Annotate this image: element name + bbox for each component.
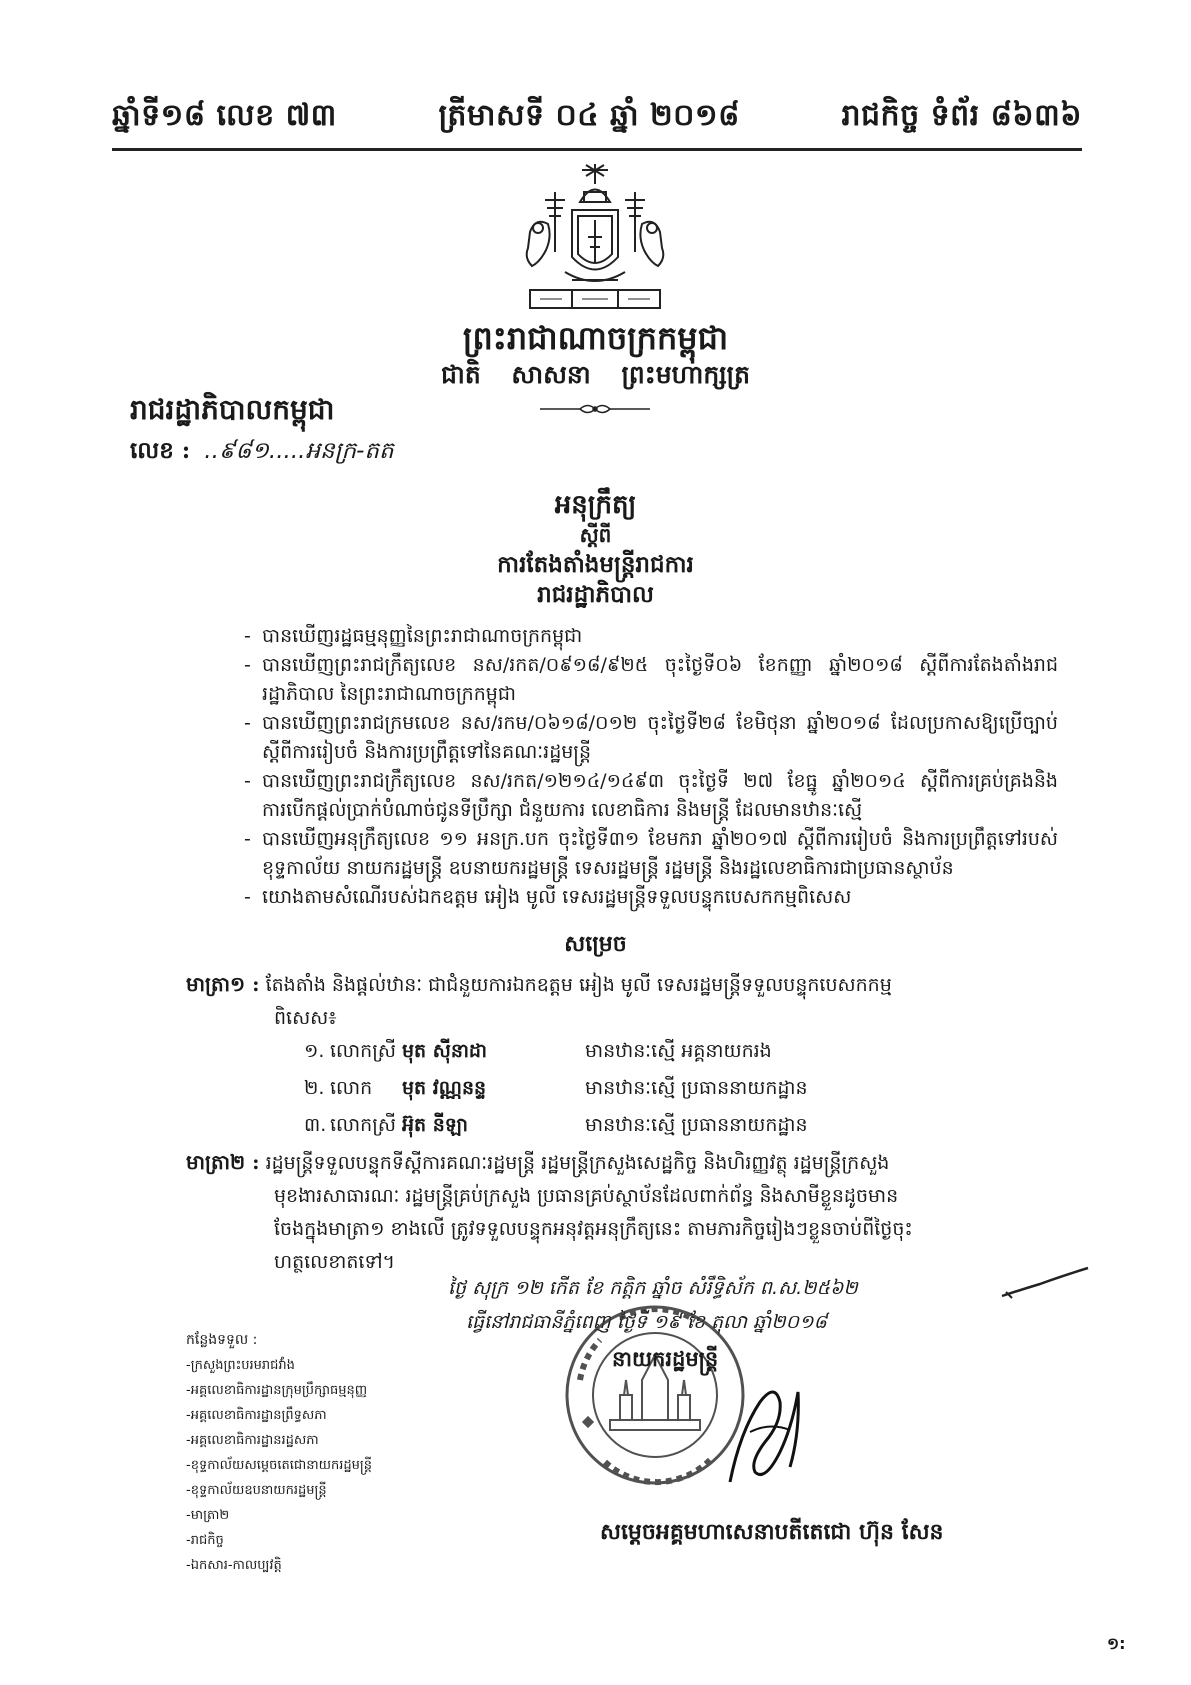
article-1: [186, 968, 1066, 1035]
reference-label: លេខ :: [130, 437, 191, 464]
recital-item: - បានឃើញព្រះរាជក្រឹត្យលេខ នស/រកត/០៩១៨/៩២៥ ចុះថ្ងៃទី០៦ ខែកញ្ញា ឆ្នាំ២០១៨ ស្តីពីការតែងតាំងរាជរដ្ឋាភិបាល នៃព្រះរាជាណាចក្រកម្ពុជា: [248, 651, 1058, 709]
recital-item: - បានឃើញរដ្ឋធម្មនុញ្ញនៃព្រះរាជាណាចក្រកម្ពុជា: [248, 622, 1058, 651]
handwritten-signature-icon: [720, 1372, 810, 1492]
page-number: ១:: [1107, 1634, 1126, 1653]
gazette-header: [112, 92, 1082, 140]
appointee-number: ៣.: [304, 1113, 327, 1136]
appointee-name: មុត ស៊ីនាដា: [402, 1039, 488, 1062]
appointee-name: មុត វណ្ណនន្ទ: [402, 1076, 487, 1099]
recipient-item: -អគ្គលេខាធិការដ្ឋានរដ្ឋសភា: [186, 1433, 319, 1448]
kingdom-name: ព្រះរាជាណាចក្រកម្ពុជា: [462, 319, 729, 357]
gazette-date: ត្រីមាសទី ០៤ ឆ្នាំ ២០១៨: [438, 98, 740, 133]
article-2-line-4: ហត្ថលេខាតទៅ។: [274, 1251, 396, 1273]
appointee-row: [304, 1034, 808, 1071]
recipient-item: -ក្រសួងព្រះបរមរាជវាំង: [186, 1358, 295, 1373]
gazette-page: រាជកិច្ច ទំព័រ ៨៦៣៦: [841, 98, 1082, 133]
article-2-line-1: រដ្ឋមន្ត្រីទទួលបន្ទុកទីស្តីការគណៈរដ្ឋមន្ត្រី រដ្ឋមន្ត្រីក្រសួងសេដ្ឋកិច្ច និងហិរញ្ញវត្ថុ រដ្ឋមន្ត្រីក្រសួង: [265, 1152, 890, 1174]
recital-item: - បានឃើញអនុក្រឹត្យលេខ ១១ អនក្រ.បក ចុះថ្ងៃទី៣១ ខែមករា ឆ្នាំ២០១៧ ស្តីពីការរៀបចំ និងការប្រព្រឹត្តទៅរបស់ខុទ្ទកាល័យ នាយករដ្ឋមន្ត្រី ឧបនាយករដ្ឋមន្ត្រី ទេសរដ្ឋមន្ត្រី រដ្ឋមន្ត្រី និងរដ្ឋលេខាធិការជាប្រធានស្ថាប័ន: [248, 825, 1058, 883]
decision-heading: សម្រេច: [564, 931, 627, 957]
recitals-list: [248, 622, 1058, 912]
recipient-item: -មាត្រា២: [186, 1508, 230, 1523]
article-2-label: មាត្រា២ :: [186, 1150, 260, 1174]
article-2-line-2: មុខងារសាធារណៈ រដ្ឋមន្ត្រីគ្រប់ក្រសួង ប្រធានគ្រប់ស្ថាប័នដែលពាក់ព័ន្ធ និងសាមីខ្លួនដូចមាន: [274, 1185, 899, 1207]
pen-stroke-icon: [1000, 1266, 1090, 1302]
article-2-line-3: ចែងក្នុងមាត្រា១ ខាងលើ ត្រូវទទួលបន្ទុកអនុវត្តអនុក្រឹត្យនេះ តាមភារកិច្ចរៀងៗខ្លួនចាប់ពីថ្ងៃចុះ: [274, 1218, 913, 1240]
appointee-list: [304, 1034, 808, 1145]
recipient-item: -អគ្គលេខាធិការដ្ឋានក្រុមប្រឹក្សាធម្មនុញ្ញ: [186, 1383, 368, 1398]
solar-date: ធ្វើនៅរាជធានីភ្នំពេញ ថ្ងៃទី ១៩ ខែ តុលា ឆ្នាំ២០១៨: [466, 1311, 827, 1333]
appointee-number: ២.: [304, 1076, 325, 1099]
recital-item: - បានឃើញព្រះរាជក្រមលេខ នស/រកម/០៦១៨/០១២ ចុះថ្ងៃទី២៨ ខែមិថុនា ឆ្នាំ២០១៨ ដែលប្រកាសឱ្យប្រើច្បាប់ស្តីពីការរៀបចំ និងការប្រព្រឹត្តទៅនៃគណៈរដ្ឋមន្ត្រី: [248, 709, 1058, 767]
article-1-text: តែងតាំង និងផ្តល់ឋានៈ ជាជំនួយការឯកឧត្តម អៀង មូលី ទេសរដ្ឋមន្ត្រីទទួលបន្ទុកបេសកកម្ម: [265, 974, 892, 996]
lunar-date: ថ្ងៃ សុក្រ ១២ កើត ខែ កត្តិក ឆ្នាំច សំរឹទ្ធិស័ក ព.ស.២៥៦២: [448, 1277, 858, 1299]
appointee-title: លោកស្រី: [330, 1039, 396, 1062]
appointee-rank: មានឋានៈស្មើ ប្រធាននាយកដ្ឋាន: [585, 1113, 808, 1136]
recital-item: - បានឃើញព្រះរាជក្រឹត្យលេខ នស/រកត/១២១៤/១៤៩៣ ចុះថ្ងៃទី ២៧ ខែធ្នូ ឆ្នាំ២០១៤ ស្តីពីការគ្រប់គ្រងនិងការបើកផ្តល់ប្រាក់បំណាច់ជូនទីប្រឹក្សា ជំនួយការ លេខាធិការ និងមន្ត្រី ដែលមានឋានៈស្មើ: [248, 767, 1058, 825]
gazette-volume: ឆ្នាំទី១៨ លេខ ៧៣: [112, 98, 337, 133]
appointee-row: [304, 1108, 808, 1145]
government-name: រាជរដ្ឋាភិបាលកម្ពុជា: [130, 393, 335, 426]
appointee-name: អ៊ុត នីឡា: [402, 1113, 468, 1136]
royal-emblem-icon: [510, 162, 680, 317]
title-about: ស្តីពី: [579, 523, 612, 547]
prime-minister-title: នាយករដ្ឋមន្ត្រី: [612, 1346, 719, 1371]
signer-name: សម្តេចអគ្គមហាសេនាបតីតេជោ ហ៊ុន សែន: [600, 1519, 944, 1545]
appointee-title: លោក: [330, 1076, 373, 1099]
header-rule: [112, 148, 1082, 151]
reference-number: [130, 437, 394, 470]
document-title: [0, 490, 1191, 610]
recipient-item: -ខុទ្ទកាល័យឧបនាយករដ្ឋមន្ត្រី: [186, 1483, 327, 1498]
recipient-item: -រាជកិច្ច: [186, 1533, 224, 1548]
appointee-title: លោកស្រី: [330, 1113, 396, 1136]
recipients-heading: កន្លែងទទួល :: [186, 1332, 258, 1348]
reference-value: ..៩៨១.....អនក្រ-តត: [204, 438, 394, 464]
national-motto: ជាតិ សាសនា ព្រះមហាក្សត្រ: [441, 360, 750, 389]
title-type: អនុក្រឹត្យ: [554, 490, 637, 520]
article-1-label: មាត្រា១ :: [186, 972, 260, 996]
appointee-number: ១.: [304, 1039, 325, 1062]
article-2: [186, 1146, 1066, 1279]
title-entity: រាជរដ្ឋាភិបាល: [537, 581, 654, 608]
recipient-item: -ខុទ្ទកាល័យសម្តេចតេជោនាយករដ្ឋមន្ត្រី: [186, 1458, 372, 1473]
recital-item: - យោងតាមសំណើរបស់ឯកឧត្តម អៀង មូលី ទេសរដ្ឋមន្ត្រីទទួលបន្ទុកបេសកកម្មពិសេស: [248, 883, 1058, 912]
article-1-continuation: ពិសេស៖: [274, 1007, 337, 1029]
recipient-item: -ឯកសារ-កាលប្បវត្តិ: [186, 1558, 282, 1573]
appointee-row: [304, 1071, 808, 1108]
appointee-rank: មានឋានៈស្មើ អគ្គនាយករង: [585, 1039, 772, 1062]
title-subject: ការតែងតាំងមន្ត្រីរាជការ: [497, 551, 694, 578]
recipient-item: -អគ្គលេខាធិការដ្ឋានព្រឹទ្ធសភា: [186, 1408, 327, 1423]
ornament-divider-icon: [540, 402, 650, 416]
appointee-rank: មានឋានៈស្មើ ប្រធាននាយកដ្ឋាន: [585, 1076, 808, 1099]
recipients-list: [186, 1328, 372, 1578]
